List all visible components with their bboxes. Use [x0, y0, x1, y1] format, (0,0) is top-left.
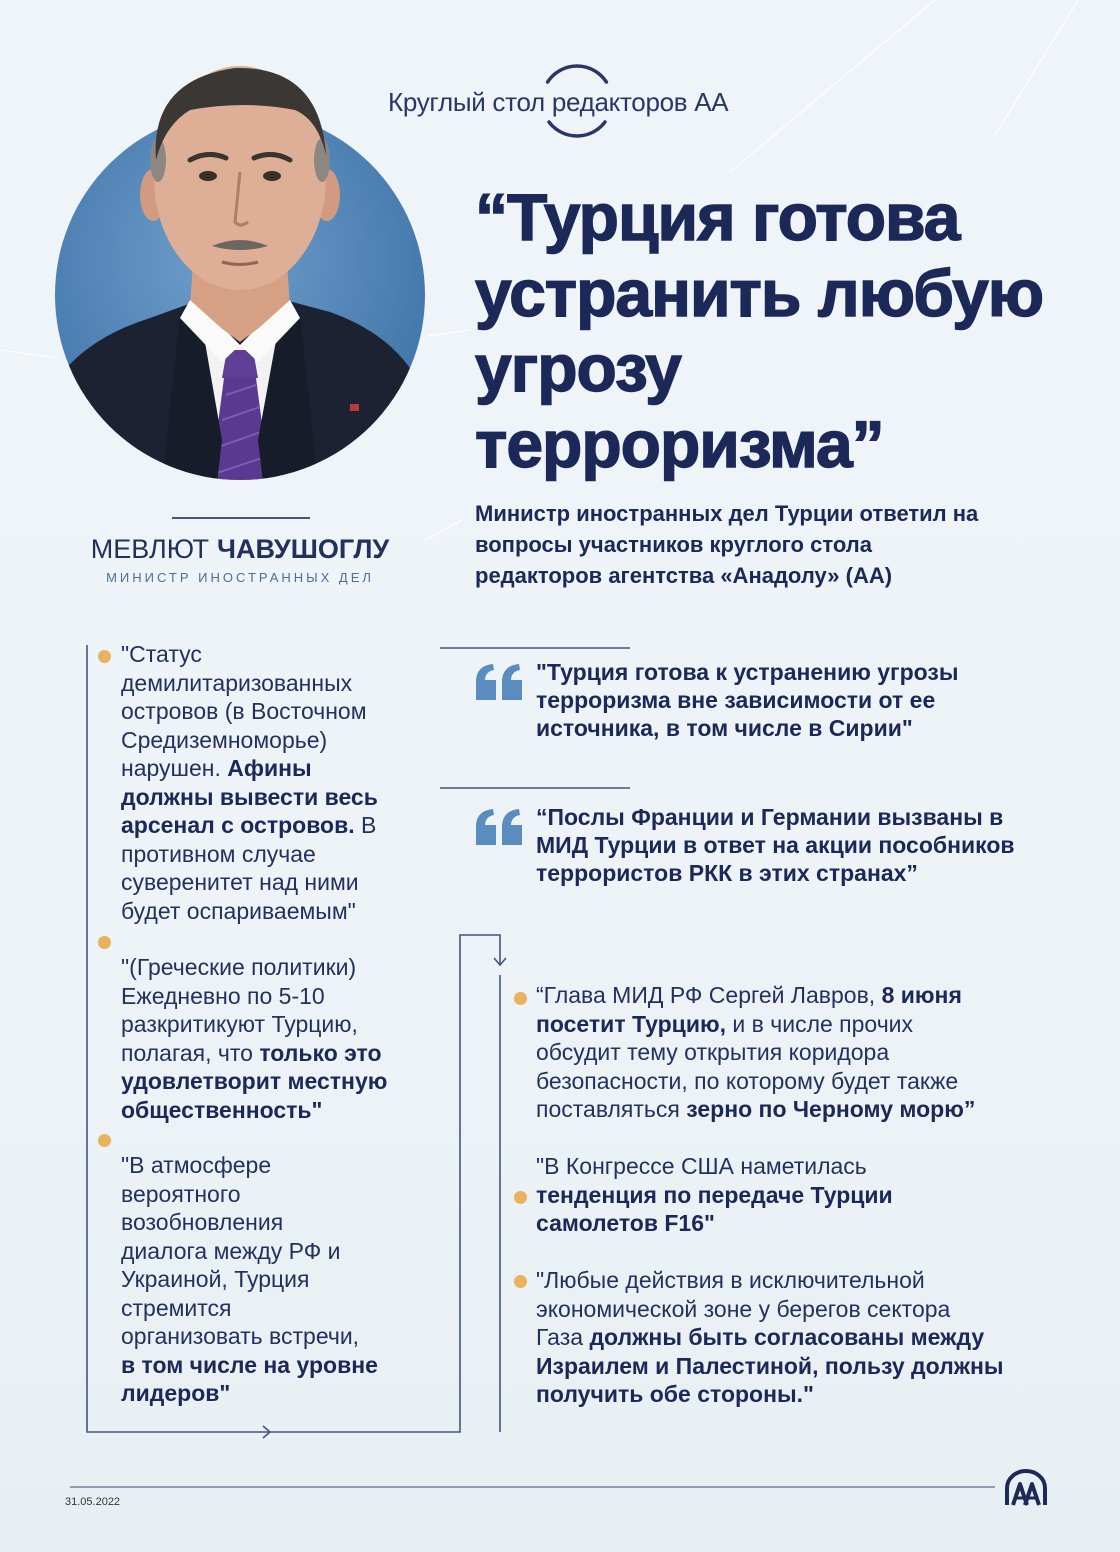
text-segment: "Статус [121, 641, 202, 667]
bullet-dot-icon [98, 650, 111, 663]
text-segment: нарушен. [121, 755, 228, 781]
person-position: МИНИСТР ИНОСТРАННЫХ ДЕЛ [106, 570, 374, 585]
text-line [536, 658, 959, 686]
text-line [121, 1379, 378, 1408]
bold-text-segment: в том числе на уровне [121, 1351, 378, 1378]
text-segment: организовать встречи, [121, 1323, 360, 1349]
bullet-dot-icon [98, 936, 111, 949]
title-arc-top [548, 66, 607, 82]
text-line [121, 1151, 378, 1180]
text-line [121, 1322, 378, 1351]
text-segment: безопасности, по которому будет также [536, 1067, 959, 1094]
portrait-eye [263, 171, 281, 181]
bold-text-segment: должны вывести весь [121, 783, 378, 810]
quote-terror-threat [536, 658, 959, 742]
bold-text-segment: террористов РКК в этих странах” [536, 860, 918, 886]
text-segment: "В атмосфере [121, 1152, 272, 1178]
bold-text-segment: МИД Турции в ответ на акции пособников [536, 832, 1015, 858]
bold-text-segment: зерно по Черному морю” [686, 1096, 976, 1122]
text-line [121, 1208, 378, 1237]
person-name [40, 532, 440, 566]
text-line [536, 1323, 1004, 1352]
bold-text-segment: арсенал с островов. [121, 812, 355, 838]
text-line [121, 697, 378, 726]
text-line [121, 1039, 387, 1068]
text-segment: В [354, 812, 377, 838]
text-line [536, 859, 1015, 887]
text-line [536, 686, 959, 714]
text-segment: "(Греческие политики) [121, 954, 357, 980]
text-line [536, 1181, 893, 1210]
headline-line: “Турция готова [475, 180, 960, 254]
bold-text-segment: "Турция готова к устранению угрозы [536, 659, 959, 685]
text-line [121, 1010, 387, 1039]
person-last-name: ЧАВУШОГЛУ [216, 534, 390, 564]
text-line [121, 840, 378, 869]
statement-russia-ukraine-dialogue [121, 1151, 378, 1408]
text-segment: Украиной, Турция [121, 1266, 310, 1292]
bold-text-segment: лидеров" [121, 1380, 231, 1406]
text-segment: разкритикуют Турцию, [121, 1011, 358, 1037]
text-line [121, 754, 378, 783]
roundtable-title: Круглый стол редакторов АА [388, 87, 729, 117]
statement-gaza-eez [536, 1266, 1004, 1409]
statement-lavrov-visit [536, 981, 975, 1124]
bold-text-segment: “Послы Франции и Германии вызваны в [536, 804, 1004, 830]
text-line [121, 669, 378, 698]
text-line [121, 1351, 378, 1380]
text-line [536, 1152, 893, 1181]
bold-text-segment: терроризма вне зависимости от ее [536, 687, 936, 713]
text-line [121, 1294, 378, 1323]
bullet-dot-icon [514, 1191, 527, 1204]
text-segment: "В Конгрессе США наметилась [536, 1153, 867, 1179]
bold-text-segment: источника, в том числе в Сирии" [536, 715, 913, 741]
subtitle-line: вопросы участников круглого стола [475, 532, 872, 557]
headline [475, 180, 1043, 482]
aa-logo-icon [1004, 1469, 1048, 1507]
text-segment: поставляться [536, 1096, 687, 1122]
bold-text-segment: самолетов F16" [536, 1210, 715, 1236]
portrait-eye [199, 171, 217, 181]
text-line [121, 783, 378, 812]
title-arc-bottom [549, 122, 605, 136]
decorative-line [730, 0, 935, 172]
text-line [121, 726, 378, 755]
bold-text-segment: Израилем и Палестиной, пользу должны [536, 1352, 1004, 1379]
text-line [536, 831, 1015, 859]
text-line [121, 1067, 387, 1096]
bullet-dot-icon [98, 1134, 111, 1147]
quote-icon [476, 664, 522, 702]
text-segment: островов (в Восточном [121, 698, 367, 724]
bold-text-segment: только это [259, 1039, 382, 1066]
text-segment: суверенитет над ними [121, 869, 359, 895]
text-segment: вероятного [121, 1180, 241, 1207]
text-line [536, 1209, 893, 1238]
portrait-lapel-pin [350, 404, 359, 411]
bullet-dot-icon [514, 1275, 527, 1288]
bold-text-segment: 8 июня [881, 982, 962, 1008]
text-line [121, 811, 378, 840]
text-line [121, 897, 378, 926]
headline-line: терроризма” [475, 406, 884, 481]
text-line [536, 1352, 1004, 1381]
bold-text-segment: тенденция по передаче Турции [536, 1181, 893, 1208]
headline-line: угрозу [475, 331, 681, 405]
text-line [121, 868, 378, 897]
text-line [121, 640, 378, 669]
minister-portrait [0, 0, 460, 500]
text-segment: будет оспариваемым" [121, 897, 356, 924]
text-line [121, 1265, 378, 1294]
statement-us-congress-f16 [536, 1152, 893, 1238]
text-segment: Средиземноморье) [121, 726, 328, 753]
text-line [121, 982, 387, 1011]
quote-ambassadors [536, 803, 1015, 887]
bold-text-segment: Афины [227, 755, 312, 781]
statement-islands [121, 640, 378, 925]
statement-greek-politicians [121, 953, 387, 1124]
bold-text-segment: удовлетворит местную [121, 1068, 388, 1094]
text-line [536, 1095, 975, 1124]
text-line [536, 981, 975, 1010]
decorative-line [995, 0, 1078, 135]
bold-text-segment: получить обе стороны." [536, 1381, 814, 1407]
quote-icon [476, 809, 522, 847]
text-line [121, 1180, 378, 1209]
text-segment: стремится [121, 1294, 232, 1321]
headline-line: устранить любую [475, 255, 1044, 330]
subtitle-line: редакторов агентства «Анадолу» (АА) [475, 563, 893, 588]
text-line [536, 1067, 975, 1096]
bold-text-segment: общественность" [121, 1096, 323, 1123]
person-first-name: МЕВЛЮТ [90, 534, 209, 564]
text-segment: Газа [536, 1324, 590, 1350]
text-segment: “Глава МИД РФ Сергей Лавров, [536, 982, 882, 1008]
bullet-dot-icon [514, 992, 527, 1005]
text-line [536, 803, 1015, 831]
text-line [121, 953, 387, 982]
text-line [536, 1266, 1004, 1295]
bold-text-segment: должны быть согласованы между [589, 1324, 985, 1350]
text-segment: "Любые действия в исключительной [536, 1267, 925, 1293]
text-segment: демилитаризованных [121, 669, 353, 696]
subtitle-line: Министр иностранных дел Турции ответил на [475, 501, 979, 526]
text-segment: диалога между РФ и [121, 1237, 341, 1264]
text-segment: экономической зоне у берегов сектора [536, 1295, 951, 1322]
text-segment: противном случае [121, 840, 316, 867]
portrait-hair-side [314, 138, 330, 182]
text-segment: и в числе прочих [726, 1010, 914, 1037]
text-line [121, 1096, 387, 1125]
text-segment: Ежедневно по 5-10 [121, 982, 325, 1009]
text-line [536, 1010, 975, 1039]
subtitle [475, 498, 978, 591]
bold-text-segment: посетит Турцию, [536, 1010, 726, 1037]
text-segment: полагая, что [121, 1039, 260, 1066]
text-line [536, 1295, 1004, 1324]
text-line [121, 1237, 378, 1266]
text-segment: возобновления [121, 1209, 284, 1235]
publication-date: 31.05.2022 [65, 1496, 121, 1508]
text-line [536, 1380, 1004, 1409]
text-line [536, 714, 959, 742]
text-segment: обсудит тему открытия коридора [536, 1039, 890, 1065]
text-line [536, 1038, 975, 1067]
